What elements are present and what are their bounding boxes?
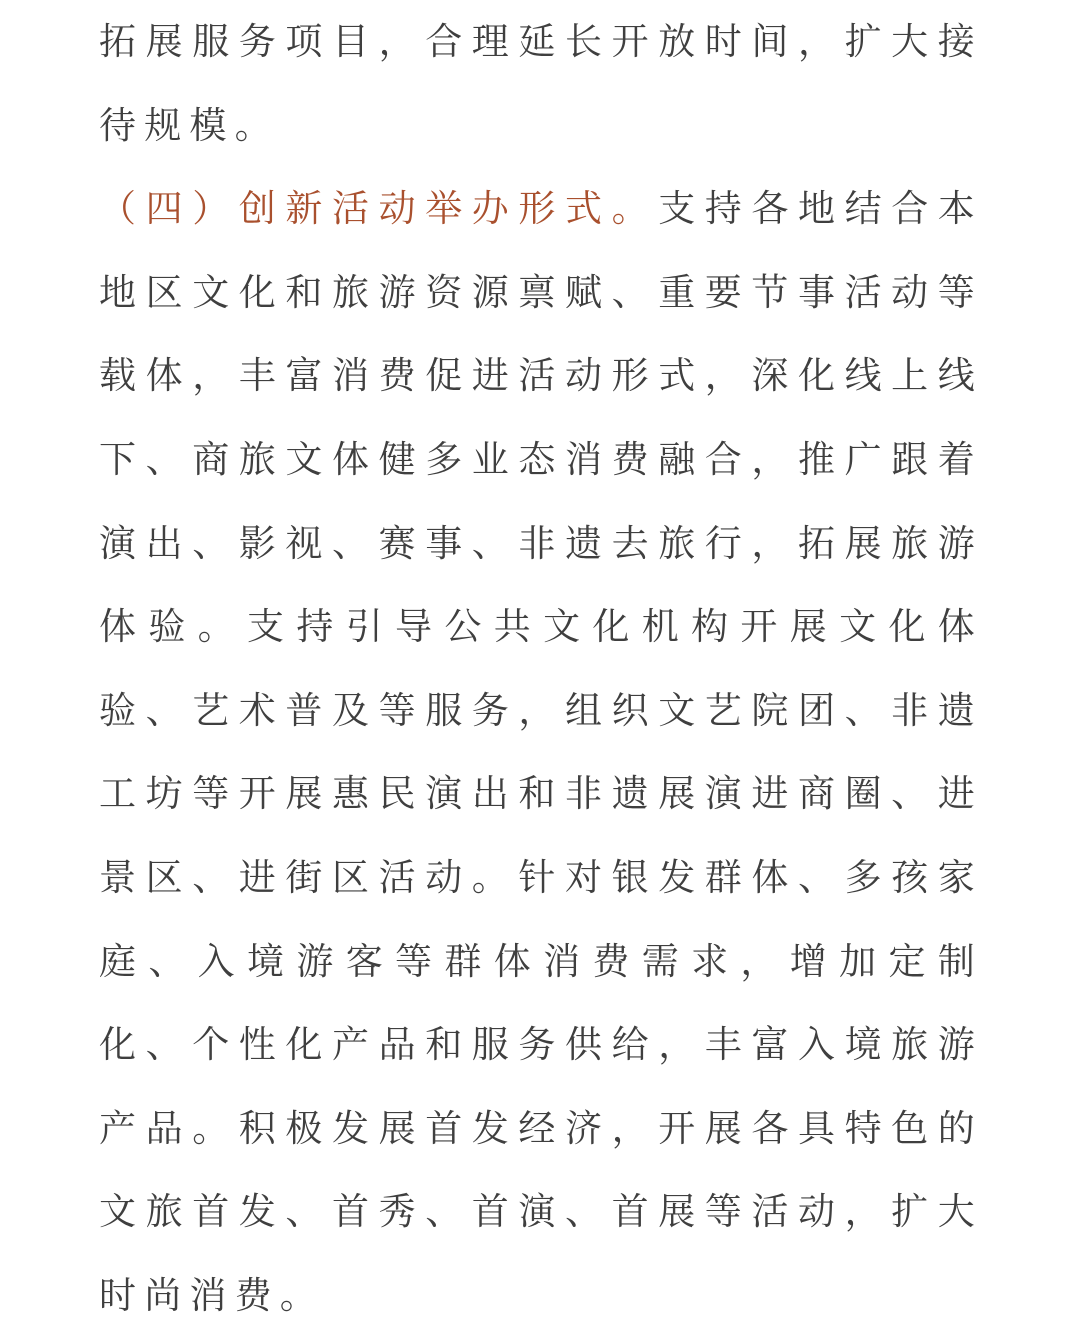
paragraph-continuation: [99, 0, 983, 167]
section-body-text: 支持各地结合本地区文化和旅游资源禀赋、重要节事活动等载体，丰富消费促进活动形式，深化线上线下、商旅文体健多业态消费融合，推广跟着演出、影视、赛事、非遗去旅行，拓展旅游体验。支持引导公共文化机构开展文化体验、艺术普及等服务，组织文艺院团、非遗工坊等开展惠民演出和非遗展演进商圈、进景区、进街区活动。针对银发群体、多孩家庭、入境游客等群体消费需求，增加定制化、个性化产品和服务供给，丰富入境旅游产品。积极发展首发经济，开展各具特色的文旅首发、首秀、首演、首展等活动，扩大时尚消费。: [99, 187, 983, 1317]
paragraph-continuation-text: 拓展服务项目，合理延长开放时间，扩大接待规模。: [99, 20, 983, 147]
article-body: [99, 0, 983, 1338]
section-heading: （四）创新活动举办形式。: [99, 187, 659, 231]
paragraph-section-four: [99, 167, 983, 1337]
